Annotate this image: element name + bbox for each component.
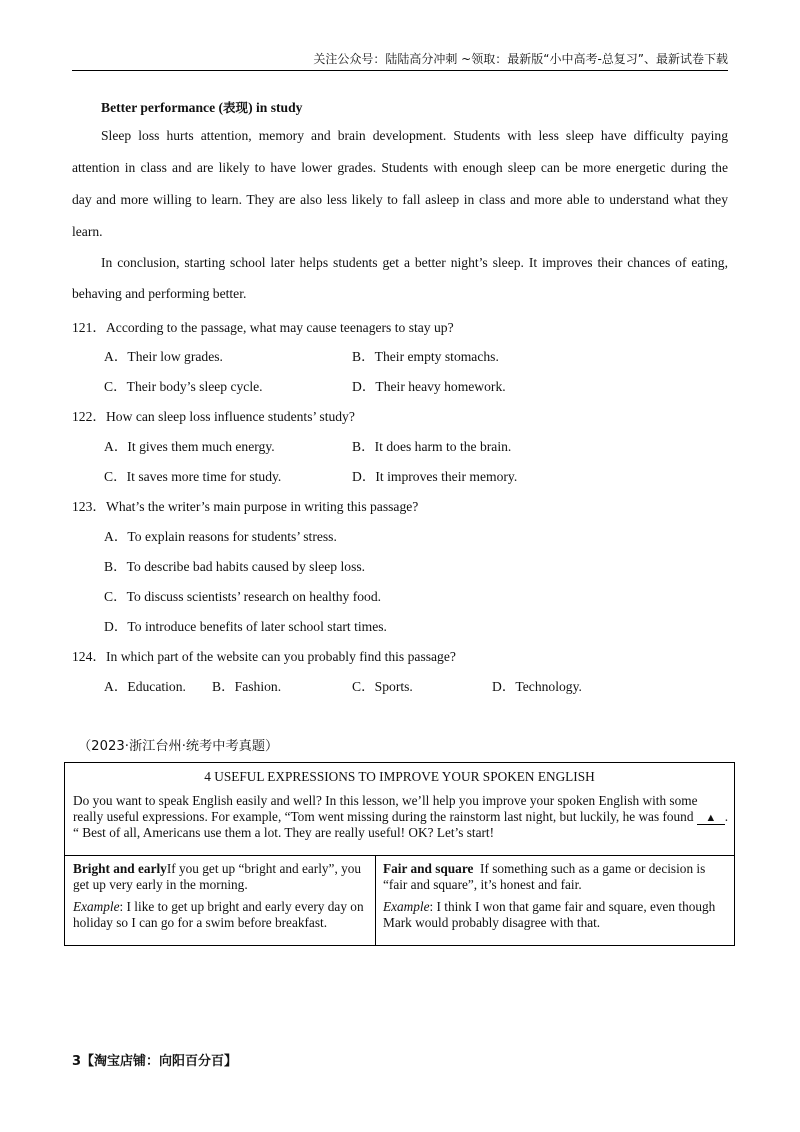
- table-divider-horizontal: [65, 855, 734, 856]
- paragraph-line: Sleep loss hurts attention, memory and brain development. Students with less sleep have difficulty paying: [101, 128, 728, 143]
- paragraph-line: attention in class and are likely to have lower grades. Students with enough sleep can be more energetic during the: [72, 160, 728, 175]
- page-footer: 3【淘宝店铺：向阳百分百】: [72, 1054, 238, 1069]
- example-label: Example: [73, 899, 120, 914]
- section-heading: [101, 98, 302, 116]
- option-a[interactable]: A．It gives them much energy.: [104, 439, 275, 454]
- question-stem: 122．How can sleep loss influence students’ study?: [72, 409, 355, 424]
- expression-example: [73, 899, 369, 931]
- option-d[interactable]: D．It improves their memory.: [352, 469, 518, 484]
- option-a[interactable]: A．To explain reasons for students’ stress.: [104, 529, 337, 544]
- expression-cell-right: [383, 861, 729, 937]
- option-a[interactable]: A．Their low grades.: [104, 349, 223, 364]
- example-label: Example: [383, 899, 430, 914]
- option-c[interactable]: C．To discuss scientists’ research on healthy food.: [104, 589, 382, 604]
- paragraph-line: day and more willing to learn. They are also less likely to fall asleep in class and more able to understand what they: [72, 192, 728, 207]
- intro-text-end: . “ Best of all, Americans use them a lot. They are really useful! OK? Let’s start!: [73, 809, 729, 840]
- question-stem: 124．In which part of the website can you probably find this passage?: [72, 649, 456, 664]
- expression-example: [383, 899, 729, 931]
- page-header: 关注公众号：陆陆高分冲刺 ~领取：最新版“小中高考-总复习”、最新试卷下载: [72, 50, 728, 71]
- heading-cn: 表现: [223, 100, 249, 115]
- table-divider-vertical: [375, 855, 376, 945]
- box-title: 4 USEFUL EXPRESSIONS TO IMPROVE YOUR SPOKEN ENGLISH: [204, 769, 595, 784]
- option-c[interactable]: C．Their body’s sleep cycle.: [104, 379, 263, 394]
- paragraph-line: learn.: [72, 224, 103, 239]
- heading-suffix: ) in study: [248, 100, 303, 115]
- expression-def-text: If you get up “bright and early”, you get up very early in the morning.: [73, 861, 362, 892]
- option-c[interactable]: C．Sports.: [352, 679, 413, 694]
- expression-def-text: If something such as a game or decision is “fair and square”, it’s honest and fair.: [383, 861, 709, 892]
- expression-cell-left: [73, 861, 369, 937]
- expressions-box: [64, 762, 735, 946]
- expression-term: Fair and square: [383, 861, 474, 876]
- example-text: : I like to get up bright and early every day on holiday so I can go for a swim before breakfast.: [73, 899, 364, 930]
- expression-term: Bright and early: [73, 861, 167, 876]
- paragraph-line: behaving and performing better.: [72, 286, 247, 301]
- question-stem: 123．What’s the writer’s main purpose in writing this passage?: [72, 499, 419, 514]
- heading-prefix: Better performance (: [101, 100, 224, 115]
- answer-blank[interactable]: ▲: [697, 812, 725, 825]
- expression-definition: [73, 861, 369, 893]
- option-d[interactable]: D．To introduce benefits of later school start times.: [104, 619, 387, 634]
- intro-text: Do you want to speak English easily and well? In this lesson, we’ll help you improve your spoken English with some really useful expressions. For example, “Tom went missing during the rainstorm last night, but luckily, he was found: [73, 793, 698, 824]
- option-d[interactable]: D．Technology.: [492, 679, 582, 694]
- example-text: : I think I won that game fair and square, even though Mark would probably disagree with that.: [383, 899, 716, 930]
- option-b[interactable]: B．It does harm to the brain.: [352, 439, 512, 454]
- option-b[interactable]: B．Fashion.: [212, 679, 282, 694]
- box-intro: [73, 793, 729, 841]
- option-a[interactable]: A．Education.: [104, 679, 186, 694]
- exam-source: （2023·浙江台州·统考中考真题）: [78, 739, 279, 754]
- option-d[interactable]: D．Their heavy homework.: [352, 379, 506, 394]
- question-stem: 121．According to the passage, what may cause teenagers to stay up?: [72, 320, 454, 335]
- paragraph-line: In conclusion, starting school later helps students get a better night’s sleep. It improves their chances of eating,: [101, 255, 728, 270]
- option-b[interactable]: B．To describe bad habits caused by sleep loss.: [104, 559, 366, 574]
- option-c[interactable]: C．It saves more time for study.: [104, 469, 282, 484]
- option-b[interactable]: B．Their empty stomachs.: [352, 349, 499, 364]
- expression-definition: [383, 861, 729, 893]
